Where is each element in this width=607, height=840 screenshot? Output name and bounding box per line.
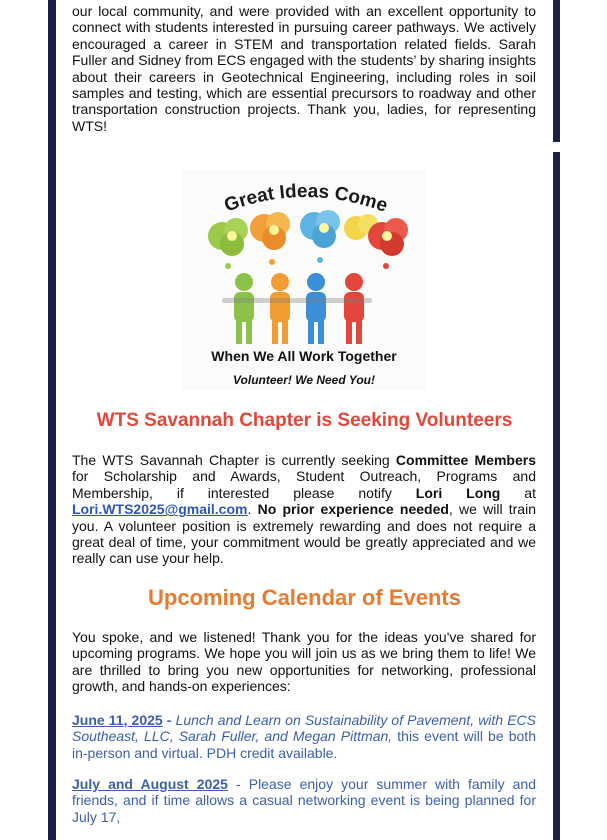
calendar-intro-paragraph: You spoke, and we listened! Thank you for the ideas you've shared for upcoming programs. We hope you will join us as we bring them to life! We are thrilled to bring you new opportunities for networking, professional growth, and hands-on experiences:	[72, 629, 536, 695]
event-description: Please enjoy your summer with family and friends, and if time allows a casual networking event is being planned for July 17,	[72, 776, 536, 825]
committee-members-label: Committee Members	[395, 452, 536, 468]
event-date-link[interactable]: June 11, 2025	[72, 712, 163, 728]
right-border-gap	[553, 142, 560, 152]
event-item	[72, 776, 536, 825]
thought-cloud-red-icon	[368, 218, 408, 269]
contact-name: Lori Long	[415, 484, 501, 501]
volunteers-paragraph	[72, 452, 536, 567]
event-separator: -	[227, 776, 249, 792]
volunteers-text-5: , we will train you. A volunteer position is extremely rewarding and does not require a great deal of time, your commitment would be greatly appreciated and we really can use your help.	[72, 501, 536, 567]
graphic-bottom-text: Volunteer! We Need You!	[232, 373, 376, 387]
no-prior-experience-label: No prior experience needed	[257, 501, 449, 518]
great-ideas-graphic	[182, 170, 426, 390]
thought-cloud-orange-icon	[250, 212, 290, 265]
graphic-top-text: Great Ideas Come	[221, 180, 391, 217]
event-description: this event will be both in-person and virtual. PDH credit available.	[72, 728, 536, 761]
event-item	[72, 712, 536, 761]
volunteers-text-3: at	[500, 484, 536, 501]
contact-email-link[interactable]: Lori.WTS2025@gmail.com	[72, 501, 248, 518]
thought-cloud-green-icon	[208, 218, 248, 269]
right-border-bar	[553, 0, 560, 840]
event-date-link[interactable]: July and August 2025	[72, 776, 228, 792]
event-separator: -	[162, 712, 176, 728]
intro-paragraph: our local community, and were provided with an excellent opportunity to connect with students interested in pursuing career pathways. We actively encouraged a career in STEM and transportation related fields. Sarah Fuller and Sidney from ECS engaged with the students’ by sharing insights about their careers in Geotechnical Engineering, including roles in soil samples and testing, which are essential precursors to roadway and other transportation construction projects. Thank you, ladies, for representing WTS!	[72, 3, 536, 134]
graphic-middle-text: When We All Work Together	[211, 348, 397, 364]
people-holding-hands-icon	[222, 273, 372, 344]
left-border-bar	[48, 0, 56, 840]
thought-cloud-blue-icon	[300, 210, 340, 263]
volunteers-text-1: The WTS Savannah Chapter is currently seeking	[72, 452, 396, 468]
event-title: Lunch and Learn on Sustainability of Pavement, with ECS Southeast, LLC, Sarah Fuller, and Megan Pittman,	[72, 712, 536, 745]
volunteers-text-4: .	[247, 501, 258, 518]
volunteers-text-2: for Scholarship and Awards, Student Outreach, Programs and Membership, if interested please notify	[72, 468, 536, 501]
volunteers-heading: WTS Savannah Chapter is Seeking Volunteers	[96, 410, 513, 431]
calendar-heading: Upcoming Calendar of Events	[148, 585, 461, 610]
